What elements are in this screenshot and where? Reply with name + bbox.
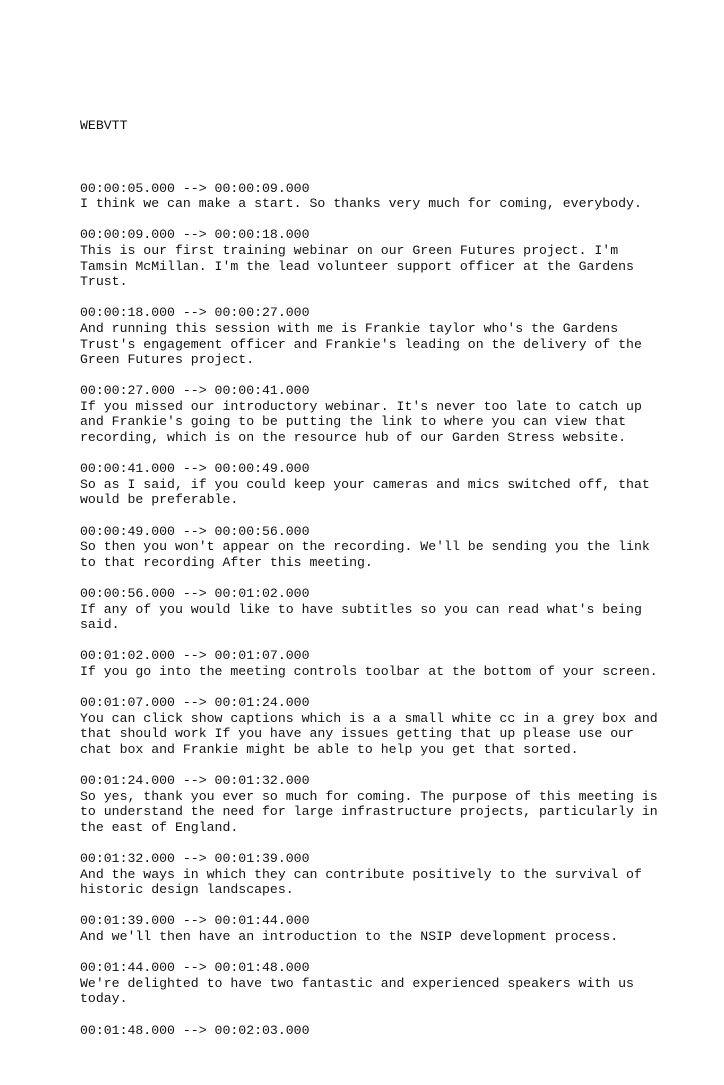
- caption-cue: [80, 851, 700, 898]
- cue-text-line: said.: [80, 617, 120, 633]
- caption-cue: [80, 524, 700, 571]
- cue-timestamp: 00:01:39.000 --> 00:01:44.000: [80, 913, 310, 929]
- caption-cue: [80, 181, 700, 212]
- cue-text-line: And running this session with me is Frankie taylor who's the Gardens: [80, 320, 619, 336]
- caption-cue: [80, 227, 700, 289]
- cue-text-line: Tamsin McMillan. I'm the lead volunteer support officer at the Gardens: [80, 258, 634, 274]
- cue-text-line: So as I said, if you could keep your cameras and mics switched off, that: [80, 476, 650, 492]
- cue-timestamp: 00:00:56.000 --> 00:01:02.000: [80, 586, 310, 601]
- cue-timestamp: 00:01:02.000 --> 00:01:07.000: [80, 648, 310, 664]
- cue-timestamp: 00:00:49.000 --> 00:00:56.000: [80, 523, 310, 539]
- cue-timestamp: 00:00:41.000 --> 00:00:49.000: [80, 461, 310, 477]
- cue-text-line: I think we can make a start. So thanks very much for coming, everybody.: [80, 196, 642, 212]
- cue-text-line: that should work If you have any issues getting that up please use our: [80, 726, 634, 742]
- cue-timestamp: 00:01:48.000 --> 00:02:03.000: [80, 1022, 310, 1038]
- webvtt-header: WEBVTT: [80, 118, 128, 134]
- cue-text-line: Green Futures project.: [80, 352, 255, 368]
- cue-timestamp: 00:00:18.000 --> 00:00:27.000: [80, 305, 310, 321]
- cue-text-line: If any of you would like to have subtitles so you can read what's being: [80, 601, 642, 617]
- caption-cue: [80, 1023, 700, 1039]
- cue-timestamp: 00:01:07.000 --> 00:01:24.000: [80, 695, 310, 711]
- cue-text-line: historic design landscapes.: [80, 882, 294, 898]
- cue-text-line: today.: [80, 991, 128, 1007]
- cue-text-line: the east of England.: [80, 819, 239, 835]
- cue-text-line: If you missed our introductory webinar. It's never too late to catch up: [80, 398, 642, 414]
- caption-cue: [80, 648, 700, 679]
- caption-cue: [80, 383, 700, 445]
- cue-text-line: recording, which is on the resource hub of our Garden Stress website.: [80, 430, 627, 446]
- cue-text-line: You can click show captions which is a a small white cc in a grey box and: [80, 710, 658, 726]
- cue-text-line: So yes, thank you ever so much for coming. The purpose of this meeting is: [80, 788, 658, 804]
- cue-text-line: We're delighted to have two fantastic and experienced speakers with us: [80, 975, 634, 991]
- caption-cue: [80, 461, 700, 508]
- cue-timestamp: 00:01:32.000 --> 00:01:39.000: [80, 851, 310, 867]
- cue-text-line: chat box and Frankie might be able to help you get that sorted.: [80, 741, 579, 757]
- caption-cue: [80, 773, 700, 835]
- cue-timestamp: 00:01:24.000 --> 00:01:32.000: [80, 773, 310, 789]
- cue-timestamp: 00:00:27.000 --> 00:00:41.000: [80, 383, 310, 399]
- cue-text-line: Trust.: [80, 274, 128, 290]
- cue-text-line: to that recording After this meeting.: [80, 554, 373, 570]
- caption-cue: [80, 695, 700, 757]
- cue-text-line: And we'll then have an introduction to the NSIP development process.: [80, 929, 619, 945]
- cue-text-line: So then you won't appear on the recording. We'll be sending you the link: [80, 539, 650, 555]
- caption-cue: [80, 586, 700, 633]
- cue-text-line: If you go into the meeting controls toolbar at the bottom of your screen.: [80, 663, 658, 679]
- cue-text-line: to understand the need for large infrastructure projects, particularly in: [80, 804, 658, 820]
- cue-timestamp: 00:01:44.000 --> 00:01:48.000: [80, 960, 310, 976]
- caption-cue: [80, 305, 700, 367]
- cue-text-line: and Frankie's going to be putting the link to where you can view that: [80, 414, 627, 430]
- cue-text-line: And the ways in which they can contribute positively to the survival of: [80, 866, 642, 882]
- cue-list: [80, 181, 700, 1039]
- cue-text-line: Trust's engagement officer and Frankie's leading on the delivery of the: [80, 336, 642, 352]
- caption-cue: [80, 913, 700, 944]
- caption-cue: [80, 960, 700, 1007]
- cue-timestamp: 00:00:05.000 --> 00:00:09.000: [80, 180, 310, 196]
- cue-text-line: This is our first training webinar on our Green Futures project. I'm: [80, 242, 619, 258]
- transcript-body: [80, 87, 700, 1085]
- cue-text-line: would be preferable.: [80, 492, 239, 508]
- cue-timestamp: 00:00:09.000 --> 00:00:18.000: [80, 227, 310, 243]
